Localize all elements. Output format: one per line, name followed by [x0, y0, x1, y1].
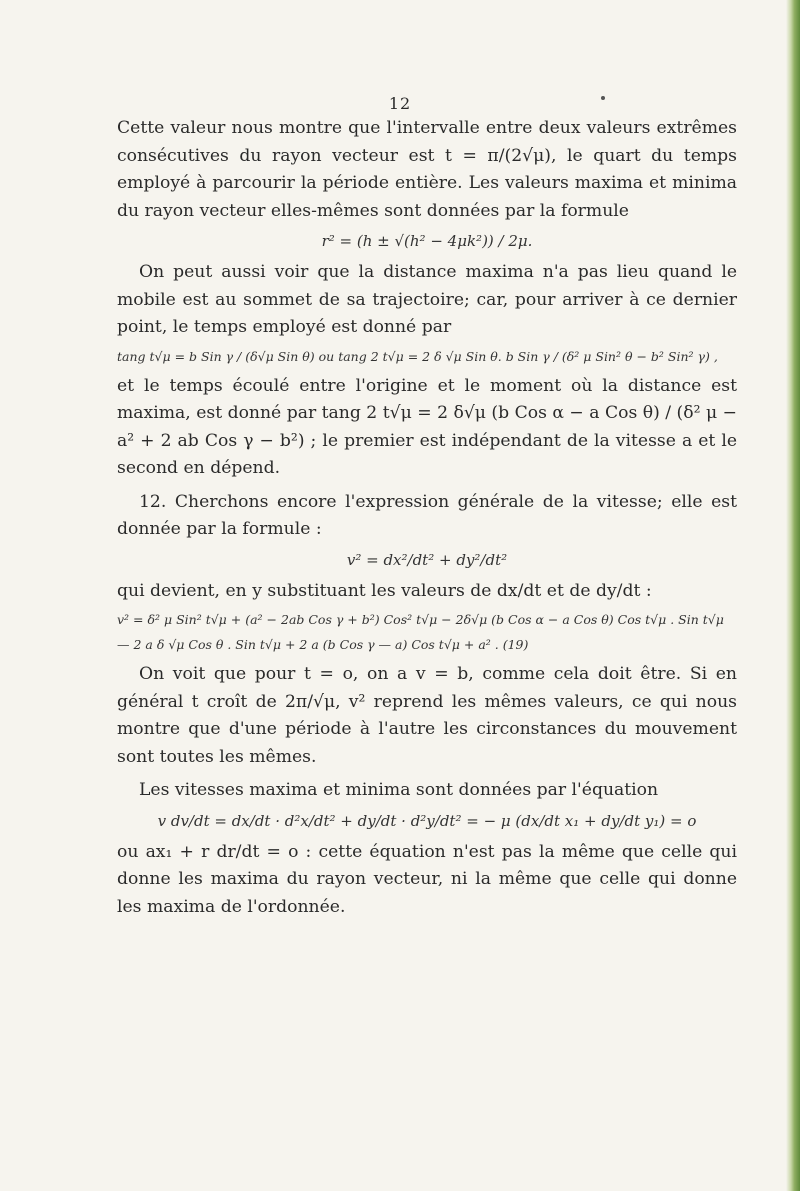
- paragraph-conclusion: ou ax₁ + r dr/dt = o : cette équation n'est pas la même que celle qui donne les maxima du rayon vecteur, ni la même que celle qui donne les maxima de l'ordonnée.: [117, 841, 737, 917]
- paragraph-max-distance: On peut aussi voir que la distance maxima n'a pas lieu quand le mobile est au sommet de sa trajectoire; car, pour arriver à ce dernier point, le temps employé est donné par: [117, 262, 737, 337]
- formula-velocity-expanded-line1: v² = δ² μ Sin² t√μ + (a² − 2ab Cos γ + b²) Cos² t√μ − 2δ√μ (b Cos α − a Cos θ) Cos t√μ . Sin t√μ: [117, 612, 724, 627]
- formula-radius-extremes: r² = (h ± √(h² − 4μk²)) / 2μ.: [321, 232, 533, 250]
- paragraph-interval: Cette valeur nous montre que l'intervalle entre deux valeurs extrêmes consécutives du rayon vecteur est t = π/(2√μ), le quart du temps employé à parcourir la période entière. Les valeurs maxima et minima du rayon vecteur elles-mêmes sont données par la formule: [117, 118, 737, 221]
- document-body: [117, 115, 737, 927]
- print-dot: [601, 96, 605, 100]
- page-edge-shadow: [786, 0, 800, 1191]
- formula-tang-time: tang t√μ = b Sin γ / (δ√μ Sin θ) ou tang 2 t√μ = 2 δ √μ Sin θ. b Sin γ / (δ² μ Sin² θ − b² Sin² γ) ,: [117, 348, 718, 364]
- page-number: 12: [388, 94, 412, 113]
- formula-velocity-derivative: v dv/dt = dx/dt · d²x/dt² + dy/dt · d²y/dt² = − μ (dx/dt x₁ + dy/dt y₁) = o: [157, 811, 697, 830]
- paragraph-velocity-extremes: Les vitesses maxima et minima sont données par l'équation: [139, 780, 659, 800]
- section-12-heading: 12. Cherchons encore l'expression générale de la vitesse; elle est donnée par la formule :: [117, 491, 737, 539]
- formula-velocity-squared: v² = dx²/dt² + dy²/dt²: [346, 550, 508, 569]
- paragraph-elapsed-time: et le temps écoulé entre l'origine et le moment où la distance est maxima, est donné par tang 2 t√μ = 2 δ√μ (b Cos α − a Cos θ) / (δ² μ − a² + 2 ab Cos γ − b²) ; le premier est indépendant de la vitesse a et le second en dépend.: [117, 375, 737, 478]
- formula-velocity-expanded-line2: — 2 a δ √μ Cos θ . Sin t√μ + 2 a (b Cos γ — a) Cos t√μ + a² . (19): [117, 637, 529, 652]
- paragraph-periodicity: On voit que pour t = o, on a v = b, comme cela doit être. Si en général t croît de 2π/√μ, v² reprend les mêmes valeurs, ce qui nous montre que d'une période à l'autre les circonstances du mouvement sont toutes les mêmes.: [117, 664, 737, 767]
- paragraph-substitution: qui devient, en y substituant les valeurs de dx/dt et de dy/dt :: [117, 580, 652, 601]
